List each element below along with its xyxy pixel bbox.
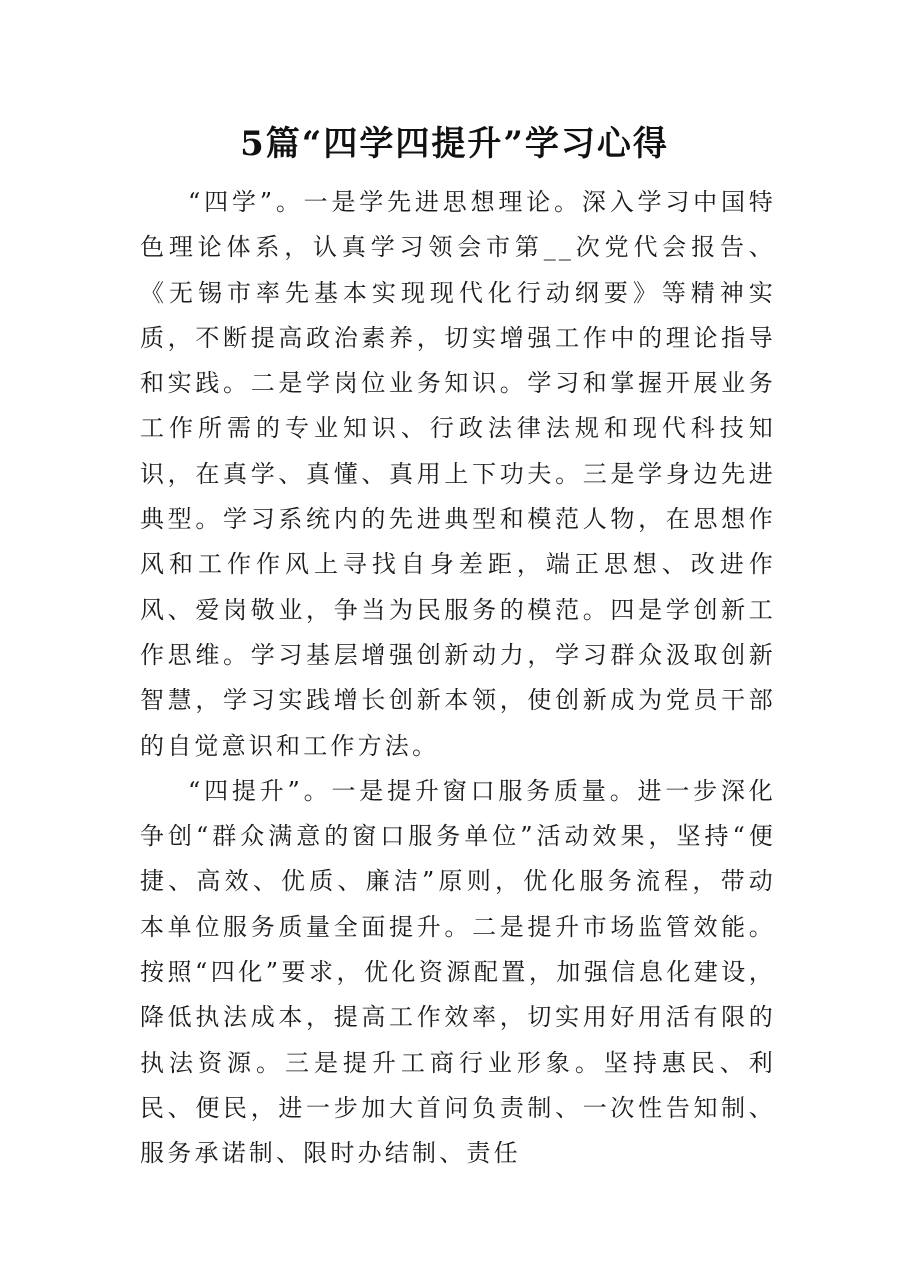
paragraph-four-studies: “四学”。一是学先进思想理论。深入学习中国特色理论体系，认真学习领会市第__次党代会报告、《无锡市率先基本实现现代化行动纲要》等精神实质，不断提高政治素养，切实增强工作中的理论指导和实践。二是学岗位业务知识。学习和掌握开展业务工作所需的专业知识、行政法律法规和现代科技知识，在真学、真懂、真用上下功夫。三是学身边先进典型。学习系统内的先进典型和模范人物，在思想作风和工作作风上寻找自身差距，端正思想、改进作风、爱岗敬业，争当为民服务的模范。四是学创新工作思维。学习基层增强创新动力，学习群众汲取创新智慧，学习实践增长创新本领，使创新成为党员干部的自觉意识和工作方法。: [140, 188, 776, 760]
document-title: 5篇“四学四提升”学习心得: [240, 124, 669, 164]
document-body: [140, 180, 776, 1177]
paragraph-four-improvements: “四提升”。一是提升窗口服务质量。进一步深化争创“群众满意的窗口服务单位”活动效果，坚持“便捷、高效、优质、廉洁”原则，优化服务流程，带动本单位服务质量全面提升。二是提升市场监管效能。按照“四化”要求，优化资源配置，加强信息化建设，降低执法成本，提高工作效率，切实用好用活有限的执法资源。三是提升工商行业形象。坚持惠民、利民、便民，进一步加大首问负责制、一次性告知制、服务承诺制、限时办结制、责任: [140, 776, 776, 1168]
